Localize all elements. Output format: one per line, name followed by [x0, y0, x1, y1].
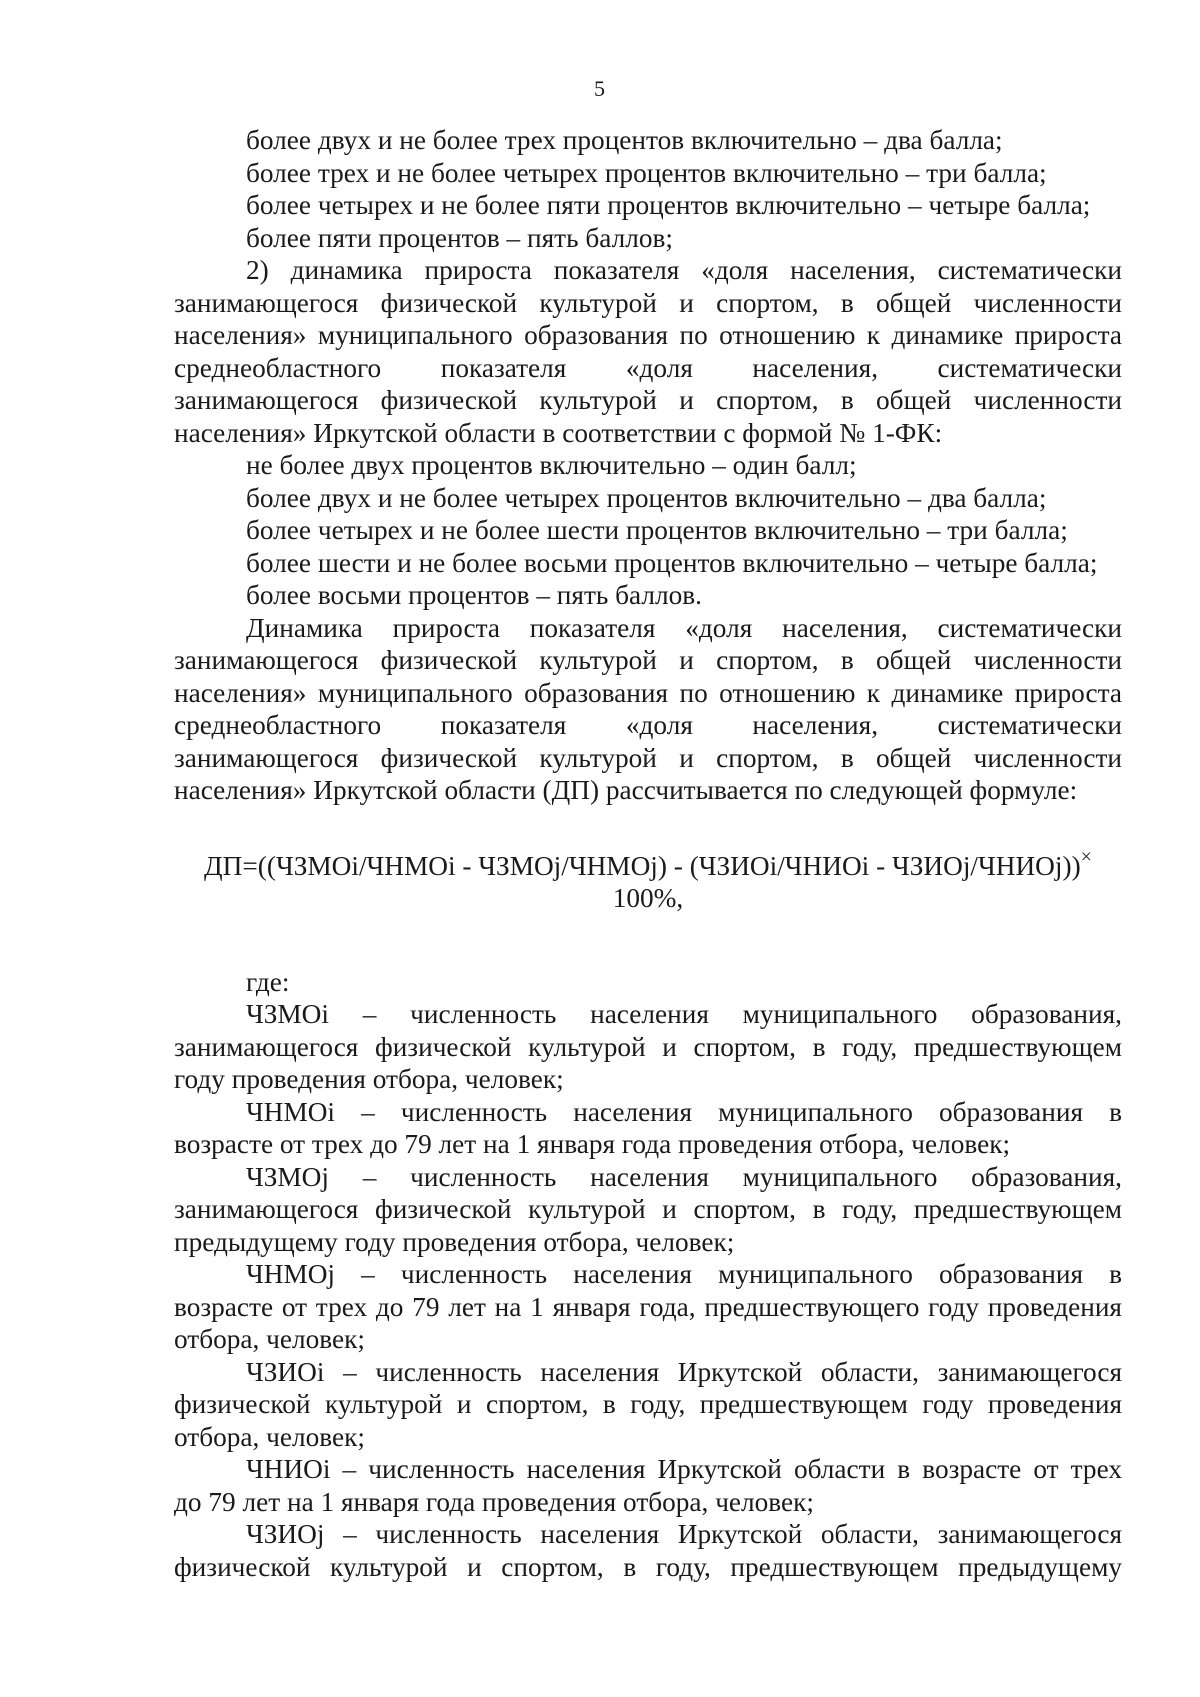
formula-expression: ДП=((ЧЗМОi/ЧНМОi - ЧЗМОj/ЧНМОj) - (ЧЗИОi/ЧНИОi - ЧЗИОj/ЧНИОj))	[204, 850, 1081, 881]
definition-line: году проведения отбора, человек;	[174, 1064, 564, 1095]
paragraph-line: занимающегося физической культурой и спортом, в общей численности	[174, 385, 1122, 415]
paragraph-line: среднеобластного показателя «доля населения, систематически	[174, 710, 1122, 740]
text-line: более четырех и не более пяти процентов включительно – четыре балла;	[246, 190, 1091, 220]
where-label: где:	[246, 966, 290, 997]
formula-line-2: 100%,	[612, 882, 684, 913]
definition-line: возрасте от трех до 79 лет на 1 января года проведения отбора, человек;	[174, 1129, 1011, 1160]
definition-line: отбора, человек;	[174, 1324, 365, 1355]
definition-line: ЧНМОi – численность населения муниципального образования в	[246, 1096, 1122, 1127]
definition-line: отбора, человек;	[174, 1421, 365, 1452]
paragraph-line: занимающегося физической культурой и спортом, в общей численности	[174, 287, 1122, 318]
definition-line: занимающегося физической культурой и спортом, в году, предшествующем	[174, 1194, 1122, 1225]
definition-line: предыдущему году проведения отбора, человек;	[174, 1226, 735, 1257]
paragraph-line: населения» Иркутской области (ДП) рассчитывается по следующей формуле:	[174, 775, 1078, 805]
text-line: более двух и не более трех процентов включительно – два балла;	[246, 125, 1003, 155]
paragraph-line: занимающегося физической культурой и спортом, в общей численности	[174, 742, 1122, 773]
text-line: более четырех и не более шести процентов включительно – три балла;	[246, 515, 1068, 545]
definition-line: ЧЗИОj – численность населения Иркутской области, занимающегося	[246, 1519, 1122, 1550]
definition-line: ЧЗМОi – численность населения муниципального образования,	[246, 999, 1122, 1030]
document-body	[174, 124, 1122, 1583]
paragraph-line: Динамика прироста показателя «доля населения, систематически	[246, 612, 1122, 643]
paragraph-line: занимающегося физической культурой и спортом, в общей численности	[174, 645, 1122, 675]
text-line: более двух и не более четырех процентов включительно – два балла;	[246, 482, 1047, 513]
formula-line-1	[174, 843, 1122, 882]
text-line: более трех и не более четырех процентов включительно – три балла;	[246, 157, 1047, 188]
paragraph-line: населения» муниципального образования по отношению к динамике прироста	[174, 320, 1122, 350]
definition-line: ЧНМОj – численность населения муниципального образования в	[246, 1259, 1122, 1290]
definition-line: ЧЗИОi – численность населения Иркутской области, занимающегося	[246, 1356, 1122, 1387]
text-line: не более двух процентов включительно – один балл;	[246, 450, 857, 480]
text-line: более шести и не более восьми процентов включительно – четыре балла;	[246, 547, 1098, 578]
formula	[174, 843, 1122, 914]
paragraph-line: 2) динамика прироста показателя «доля населения, систематически	[246, 255, 1122, 285]
definition-line: ЧНИОi – численность населения Иркутской области в возрасте от трех	[246, 1454, 1122, 1485]
paragraph-line: населения» Иркутской области в соответствии с формой № 1-ФК:	[174, 417, 943, 448]
definition-line: до 79 лет на 1 января года проведения отбора, человек;	[174, 1486, 814, 1517]
paragraph-line: среднеобластного показателя «доля населения, систематически	[174, 352, 1122, 383]
paragraph-line: населения» муниципального образования по отношению к динамике прироста	[174, 677, 1122, 708]
text-line: более пяти процентов – пять баллов;	[246, 222, 673, 253]
definition-line: физической культурой и спортом, в году, предшествующем году проведения	[174, 1389, 1122, 1420]
definition-line: ЧЗМОj – численность населения муниципального образования,	[246, 1161, 1122, 1192]
definition-line: занимающегося физической культурой и спортом, в году, предшествующем	[174, 1031, 1122, 1062]
definition-line: возрасте от трех до 79 лет на 1 января года, предшествующего году проведения	[174, 1291, 1122, 1322]
text-line: более восьми процентов – пять баллов.	[246, 580, 703, 610]
definition-line: физической культурой и спортом, в году, предшествующем предыдущему	[174, 1551, 1122, 1582]
times-sign: ×	[1080, 845, 1092, 868]
page-number: 5	[594, 76, 605, 101]
